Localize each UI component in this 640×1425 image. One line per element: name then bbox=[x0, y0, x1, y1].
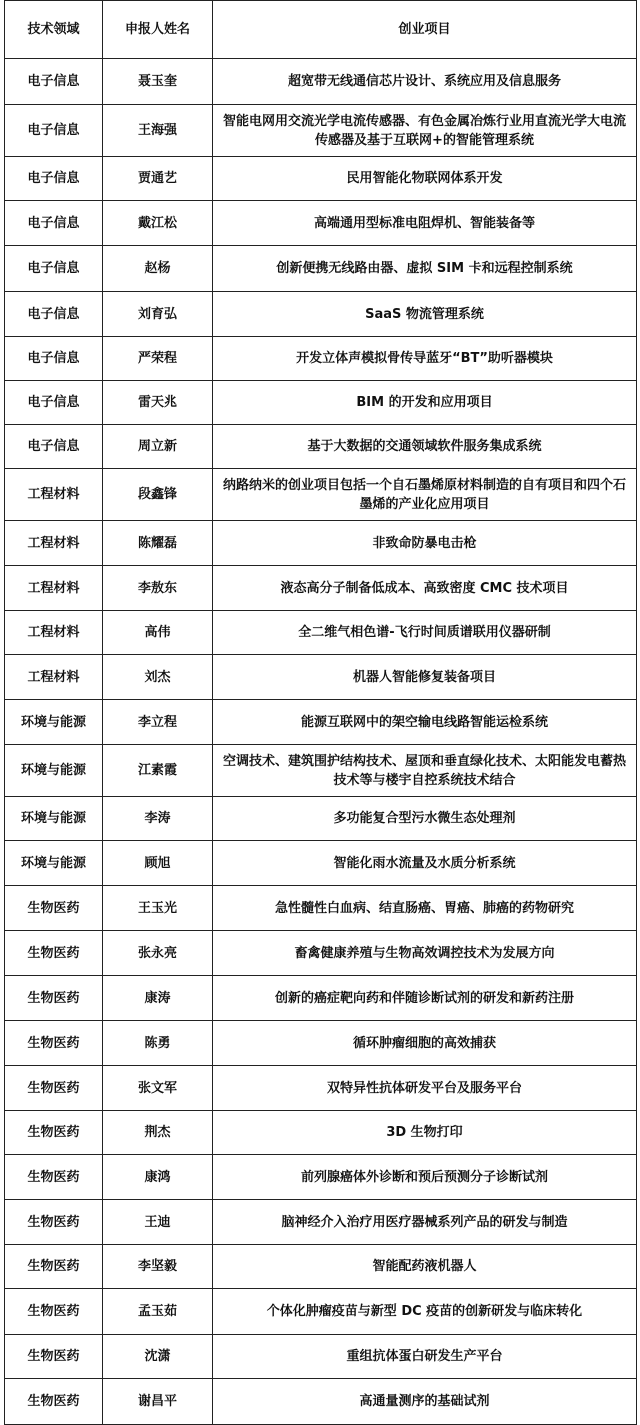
technical-field-cell: 生物医药 bbox=[5, 931, 103, 976]
technical-field-cell: 电子信息 bbox=[5, 157, 103, 201]
technical-field-cell: 工程材料 bbox=[5, 655, 103, 700]
applicant-name-cell: 江素霞 bbox=[103, 745, 213, 797]
startup-project-cell: 高通量测序的基础试剂 bbox=[213, 1379, 637, 1425]
startup-project-cell: 基于大数据的交通领域软件服务集成系统 bbox=[213, 425, 637, 469]
applicant-name-cell: 王玉光 bbox=[103, 886, 213, 931]
startup-project-cell: 智能化雨水流量及水质分析系统 bbox=[213, 841, 637, 886]
applicant-name-cell: 康鸿 bbox=[103, 1155, 213, 1200]
table-row bbox=[5, 59, 637, 105]
applicant-name-cell: 刘杰 bbox=[103, 655, 213, 700]
applicant-name-cell: 谢昌平 bbox=[103, 1379, 213, 1425]
applicant-name-cell: 陈耀磊 bbox=[103, 521, 213, 566]
table-row bbox=[5, 886, 637, 931]
technical-field-cell: 电子信息 bbox=[5, 201, 103, 246]
applicant-name-cell: 孟玉茹 bbox=[103, 1289, 213, 1335]
technical-field-cell: 生物医药 bbox=[5, 1245, 103, 1289]
startup-project-cell: 创新的癌症靶向药和伴随诊断试剂的研发和新药注册 bbox=[213, 976, 637, 1021]
technical-field-cell: 生物医药 bbox=[5, 1111, 103, 1155]
technical-field-cell: 工程材料 bbox=[5, 521, 103, 566]
applicant-name-cell: 荆杰 bbox=[103, 1111, 213, 1155]
table-row bbox=[5, 1335, 637, 1379]
table-row bbox=[5, 655, 637, 700]
table-row bbox=[5, 931, 637, 976]
technical-field-cell: 生物医药 bbox=[5, 1200, 103, 1245]
startup-project-cell: 3D 生物打印 bbox=[213, 1111, 637, 1155]
startup-project-cell: 民用智能化物联网体系开发 bbox=[213, 157, 637, 201]
technical-field-cell: 电子信息 bbox=[5, 381, 103, 425]
applicant-name-cell: 高伟 bbox=[103, 611, 213, 655]
applicant-name-cell: 雷天兆 bbox=[103, 381, 213, 425]
table-row bbox=[5, 1066, 637, 1111]
table-row bbox=[5, 521, 637, 566]
table-row bbox=[5, 797, 637, 841]
technical-field-cell: 电子信息 bbox=[5, 246, 103, 292]
startup-project-cell: 前列腺癌体外诊断和预后预测分子诊断试剂 bbox=[213, 1155, 637, 1200]
header-startup-project: 创业项目 bbox=[213, 1, 637, 59]
applicant-name-cell: 王海强 bbox=[103, 105, 213, 157]
applicant-name-cell: 张永亮 bbox=[103, 931, 213, 976]
technical-field-cell: 工程材料 bbox=[5, 469, 103, 521]
header-row bbox=[5, 1, 637, 59]
table-row bbox=[5, 1111, 637, 1155]
technical-field-cell: 生物医药 bbox=[5, 886, 103, 931]
applicant-name-cell: 严荣程 bbox=[103, 337, 213, 381]
startup-project-cell: 全二维气相色谱-飞行时间质谱联用仪器研制 bbox=[213, 611, 637, 655]
table-row bbox=[5, 566, 637, 611]
applicant-name-cell: 顾旭 bbox=[103, 841, 213, 886]
applicant-name-cell: 沈潇 bbox=[103, 1335, 213, 1379]
technical-field-cell: 生物医药 bbox=[5, 1289, 103, 1335]
table-row bbox=[5, 745, 637, 797]
technical-field-cell: 电子信息 bbox=[5, 337, 103, 381]
table-row bbox=[5, 1021, 637, 1066]
applicant-name-cell: 李立程 bbox=[103, 700, 213, 745]
table-row bbox=[5, 292, 637, 337]
startup-project-cell: BIM 的开发和应用项目 bbox=[213, 381, 637, 425]
startup-project-cell: 智能电网用交流光学电流传感器、有色金属冶炼行业用直流光学大电流传感器及基于互联网+的智能管理系统 bbox=[213, 105, 637, 157]
table-row bbox=[5, 157, 637, 201]
table-row bbox=[5, 1379, 637, 1425]
table-row bbox=[5, 246, 637, 292]
startup-project-cell: 高端通用型标准电阻焊机、智能装备等 bbox=[213, 201, 637, 246]
startup-project-cell: 多功能复合型污水微生态处理剂 bbox=[213, 797, 637, 841]
table-row bbox=[5, 1155, 637, 1200]
header-applicant-name: 申报人姓名 bbox=[103, 1, 213, 59]
technical-field-cell: 电子信息 bbox=[5, 425, 103, 469]
table-row bbox=[5, 201, 637, 246]
technical-field-cell: 生物医药 bbox=[5, 1335, 103, 1379]
applicant-name-cell: 贾通艺 bbox=[103, 157, 213, 201]
technical-field-cell: 环境与能源 bbox=[5, 841, 103, 886]
applicant-name-cell: 陈勇 bbox=[103, 1021, 213, 1066]
technical-field-cell: 生物医药 bbox=[5, 1066, 103, 1111]
applicant-name-cell: 李涛 bbox=[103, 797, 213, 841]
table-row bbox=[5, 976, 637, 1021]
table-row bbox=[5, 611, 637, 655]
applicant-name-cell: 李敖东 bbox=[103, 566, 213, 611]
startup-project-cell: 纳路纳米的创业项目包括一个自石墨烯原材料制造的自有项目和四个石墨烯的产业化应用项目 bbox=[213, 469, 637, 521]
table-row bbox=[5, 1200, 637, 1245]
table-row bbox=[5, 841, 637, 886]
applicant-name-cell: 张文军 bbox=[103, 1066, 213, 1111]
applicant-name-cell: 段鑫锋 bbox=[103, 469, 213, 521]
innovation-projects-table bbox=[4, 0, 637, 1425]
startup-project-cell: 液态高分子制备低成本、高致密度 CMC 技术项目 bbox=[213, 566, 637, 611]
table-row bbox=[5, 1289, 637, 1335]
startup-project-cell: 非致命防暴电击枪 bbox=[213, 521, 637, 566]
startup-project-cell: 机器人智能修复装备项目 bbox=[213, 655, 637, 700]
startup-project-cell: 重组抗体蛋白研发生产平台 bbox=[213, 1335, 637, 1379]
technical-field-cell: 环境与能源 bbox=[5, 700, 103, 745]
startup-project-cell: 开发立体声模拟骨传导蓝牙“BT”助听器模块 bbox=[213, 337, 637, 381]
technical-field-cell: 电子信息 bbox=[5, 105, 103, 157]
table-row bbox=[5, 1245, 637, 1289]
startup-project-cell: 智能配药液机器人 bbox=[213, 1245, 637, 1289]
applicant-name-cell: 王迪 bbox=[103, 1200, 213, 1245]
startup-project-cell: 创新便携无线路由器、虚拟 SIM 卡和远程控制系统 bbox=[213, 246, 637, 292]
applicant-name-cell: 康涛 bbox=[103, 976, 213, 1021]
applicant-name-cell: 周立新 bbox=[103, 425, 213, 469]
table-row bbox=[5, 469, 637, 521]
startup-project-cell: 空调技术、建筑围护结构技术、屋顶和垂直绿化技术、太阳能发电蓄热技术等与楼宇自控系统技术结合 bbox=[213, 745, 637, 797]
technical-field-cell: 电子信息 bbox=[5, 292, 103, 337]
table-row bbox=[5, 425, 637, 469]
technical-field-cell: 电子信息 bbox=[5, 59, 103, 105]
header-technical-field: 技术领域 bbox=[5, 1, 103, 59]
table-row bbox=[5, 337, 637, 381]
startup-project-cell: 超宽带无线通信芯片设计、系统应用及信息服务 bbox=[213, 59, 637, 105]
table-row bbox=[5, 700, 637, 745]
technical-field-cell: 生物医药 bbox=[5, 1379, 103, 1425]
startup-project-cell: 双特异性抗体研发平台及服务平台 bbox=[213, 1066, 637, 1111]
technical-field-cell: 环境与能源 bbox=[5, 797, 103, 841]
startup-project-cell: 能源互联网中的架空输电线路智能运检系统 bbox=[213, 700, 637, 745]
startup-project-cell: 急性髓性白血病、结直肠癌、胃癌、肺癌的药物研究 bbox=[213, 886, 637, 931]
technical-field-cell: 环境与能源 bbox=[5, 745, 103, 797]
applicant-name-cell: 赵杨 bbox=[103, 246, 213, 292]
technical-field-cell: 生物医药 bbox=[5, 976, 103, 1021]
applicant-name-cell: 聂玉奎 bbox=[103, 59, 213, 105]
startup-project-cell: 个体化肿瘤疫苗与新型 DC 疫苗的创新研发与临床转化 bbox=[213, 1289, 637, 1335]
applicant-name-cell: 戴江松 bbox=[103, 201, 213, 246]
applicant-name-cell: 刘育弘 bbox=[103, 292, 213, 337]
table-row bbox=[5, 105, 637, 157]
startup-project-cell: 畜禽健康养殖与生物高效调控技术为发展方向 bbox=[213, 931, 637, 976]
startup-project-cell: SaaS 物流管理系统 bbox=[213, 292, 637, 337]
technical-field-cell: 生物医药 bbox=[5, 1021, 103, 1066]
technical-field-cell: 工程材料 bbox=[5, 566, 103, 611]
table-body bbox=[5, 59, 637, 1425]
technical-field-cell: 工程材料 bbox=[5, 611, 103, 655]
startup-project-cell: 循环肿瘤细胞的高效捕获 bbox=[213, 1021, 637, 1066]
technical-field-cell: 生物医药 bbox=[5, 1155, 103, 1200]
table-row bbox=[5, 381, 637, 425]
startup-project-cell: 脑神经介入治疗用医疗器械系列产品的研发与制造 bbox=[213, 1200, 637, 1245]
applicant-name-cell: 李坚毅 bbox=[103, 1245, 213, 1289]
